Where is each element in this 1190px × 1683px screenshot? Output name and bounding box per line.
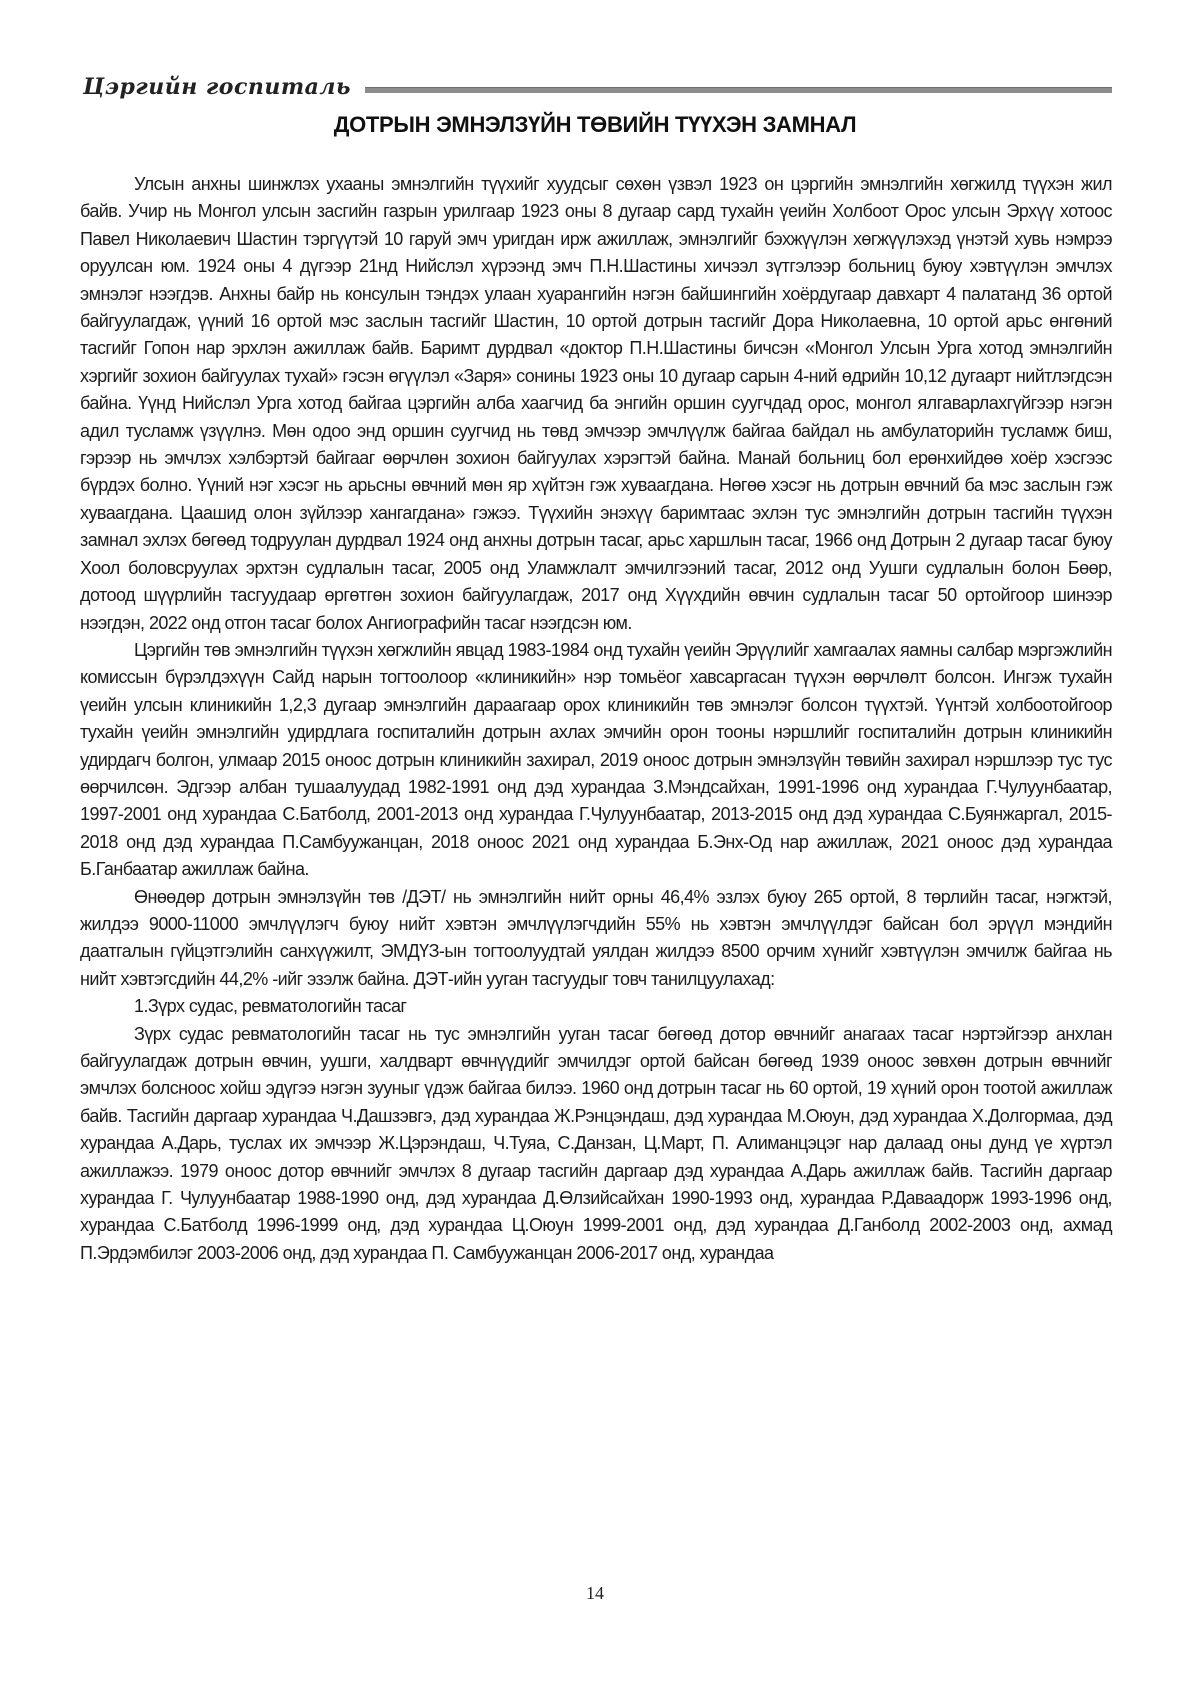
document-body [80, 171, 1112, 1267]
body-paragraph-cardiology-history: Зүрх судас ревматологийн тасаг нь тус эмнэлгийн ууган тасаг бөгөөд дотор өвчнийг анагаах тасаг нэртэйгээр анхлан байгуулагдаж дотрын өвчин, уушги, халдварт өвчнүүдийг эмчилдэг ортой байсан бөгөөд 1939 оноос зөвхөн дотрын өвчнийг эмчлэх болсноос хойш эдүгээ нэгэн зууныг үдэж байгаа билээ. 1960 онд дотрын тасаг нь 60 ортой, 19 хүний орон тоотой ажиллаж байв. Тасгийн даргаар хурандаа Ч.Дашзэвгэ, дэд хурандаа Ж.Рэнцэндаш, дэд хурандаа М.Оюун, дэд хурандаа Х.Долгормаа, дэд хурандаа А.Дарь, туслах их эмчээр Ж.Цэрэндаш, Ч.Туяа, С.Данзан, Ц.Март, П. Алиманцэцэг нар далаад оны дунд үе хүртэл ажиллажээ. 1979 оноос дотор өвчнийг эмчлэх 8 дугаар тасгийн даргаар дэд хурандаа А.Дарь ажиллаж байв. Тасгийн даргаар хурандаа Г. Чулуунбаатар 1988-1990 онд, дэд хурандаа Д.Өлзийсайхан 1990-1993 онд, хурандаа Р.Даваадорж 1993-1996 онд, хурандаа С.Батболд 1996-1999 онд, дэд хурандаа Ц.Оюун 1999-2001 онд, дэд хурандаа Д.Ганболд 2002-2003 онд, ахмад П.Эрдэмбилэг 2003-2006 онд, дэд хурандаа П. Самбуужанцан 2006-2017 онд, хурандаа [80, 1023, 1112, 1263]
header-rule [365, 87, 1112, 93]
page-footer [0, 1583, 1190, 1604]
page-title: ДОТРЫН ЭМНЭЛЗҮЙН ТӨВИЙН ТҮҮХЭН ЗАМНАЛ [333, 112, 857, 137]
running-header-title: Цэргийн госпиталь [83, 74, 351, 100]
page-number: 14 [586, 1583, 604, 1603]
body-paragraph-clinic-renaming: Цэргийн төв эмнэлгийн түүхэн хөгжлийн явцад 1983-1984 онд тухайн үеийн Эрүүлийг хамгаалах яамны салбар мэргэжлийн комиссын бүрэлдэхүүн Сайд нарын тогтоолоор «клиникийн» нэр томьёог хавсаргасан түүхэн өөрчлөлт болсон. Ингэж тухайн үеийн улсын клиникийн 1,2,3 дугаар эмнэлгийн дараагаар орох клиникийн төв эмнэлэг болсон түүхтэй. Үүнтэй холбоотойгоор тухайн үеийн эмнэлгийн удирдлага госпиталийн дотрын ахлах эмчийн орон тооны нэршлийг госпиталийн дотрын клиникийн удирдагч болгон, улмаар 2015 оноос дотрын клиникийн захирал, 2019 оноос дотрын эмнэлзүйн төвийн захирал нэршлээр тус тус өөрчилсөн. Эдгээр албан тушаалуудад 1982-1991 онд дэд хурандаа З.Мэндсайхан, 1991-1996 онд хурандаа Г.Чулуунбаатар, 1997-2001 онд хурандаа С.Батболд, 2001-2013 онд хурандаа Г.Чулуунбаатар, 2013-2015 онд дэд хурандаа С.Буянжаргал, 2015-2018 онд дэд хурандаа П.Самбуужанцан, 2018 оноос 2021 онд хурандаа Б.Энх-Од нар ажиллаж, 2021 оноос дэд хурандаа Б.Ганбаатар ажиллаж байна. [80, 639, 1112, 880]
body-paragraph-history-intro: Улсын анхны шинжлэх ухааны эмнэлгийн түүхийг хуудсыг сөхөн үзвэл 1923 он цэргийн эмнэлгийн хөгжилд түүхэн жил байв. Учир нь Монгол улсын засгийн газрын урилгаар 1923 оны 8 дугаар сард тухайн үеийн Холбоот Орос улсын Эрхүү хотоос Павел Николаевич Шастин тэргүүтэй 10 гаруй эмч уригдан ирж ажиллаж, эмнэлгийг бэхжүүлэн хөгжүүлэхэд үнэтэй хувь нэмрээ оруулсан юм. 1924 оны 4 дүгээр 21нд Нийслэл хүрээнд эмч П.Н.Шастины хичээл зүтгэлээр больниц буюу хэвтүүлэн эмчлэх эмнэлэг нээгдэв. Анхны байр нь консулын тэндэх улаан хуарангийн нэгэн байшингийн хоёрдугаар давхарт 4 палатанд 36 ортой байгуулагдаж, үүний 16 ортой мэс заслын тасгийг Шастин, 10 ортой дотрын тасгийг Дора Николаевна, 10 ортой арьс өнгөний тасгийг Гопон нар эрхлэн ажиллаж байв. Баримт дурдвал «доктор П.Н.Шастины бичсэн «Монгол Улсын Урга хотод эмнэлгийн хэргийг зохион байгуулах тухай» гэсэн өгүүлэл «Заря» сонины 1923 оны 10 дугаар сарын 4-ний өдрийн 10,12 дугаарт нийтлэгдсэн байна. Үүнд Нийслэл Урга хотод байгаа цэргийн алба хаагчид ба энгийн оршин суугчдад орос, монгол ялгаварлахгүйгээр нэгэн адил тусламж үзүүлнэ. Мөн одоо энд оршин суугчид нь төвд эмчээр эмчлүүлж байгаа байдал нь амбулаторийн тусламж биш, гэрээр нь эмчлэх хэлбэртэй байгааг өөрчлөн зохион байгуулах хэрэгтэй байна. Манай больниц бол ерөнхийдөө хоёр хэсгээс бүрдэх болно. Үүний нэг хэсэг нь арьсны өвчний мөн яр хүйтэн гэж хуваагдана. Нөгөө хэсэг нь дотрын өвчний ба мэс заслын гэж хуваагдана. Цаашид олон зүйлээр хангагдана» гэжээ. Түүхийн энэхүү баримтаас эхлэн тус эмнэлгийн дотрын тасгийн түүхэн замнал эхлэх бөгөөд тодруулан дурдвал 1924 онд анхны дотрын тасаг, арьс харшлын тасаг, 1966 онд Дотрын 2 дугаар тасаг буюу Хоол боловсруулах эрхтэн судлалын тасаг, 2005 онд Уламжлалт эмчилгээний тасаг, 2012 онд Уушги судлалын болон Бөөр, дотоод шүүрлийн тасгуудаар өргөтгөн зохион байгуулагдаж, 2017 онд Хүүхдийн өвчин судлалын тасаг 50 ортойгоор шинээр нээгдэн, 2022 онд отгон тасаг болох Ангиографийн тасаг нээгдсэн юм. [80, 174, 1112, 633]
body-paragraph-current-statistics: Өнөөдөр дотрын эмнэлзүйн төв /ДЭТ/ нь эмнэлгийн нийт орны 46,4% эзлэх буюу 265 ортой, 8 төрлийн тасаг, нэгжтэй, жилдээ 9000-11000 эмчлүүлэгч буюу нийт хэвтэн эмчлүүлэгчдийн 55% нь хэвтэн эмчлүүлдэг байсан бол эрүүл мэндийн даатгалын гүйцэтгэлийн санхүүжилт, ЭМДҮЗ-ын тогтоолуудтай уялдан жилдээ 8500 орчим хүнийг хэвтүүлэн эмчилж байгаа нь нийт хэвтэгсдийн 44,2% -ийг эзэлж байна. ДЭТ-ийн ууган тасгуудыг товч танилцуулахад: [80, 886, 1112, 989]
section-list-item-cardiology: 1.Зүрх судас, ревматологийн тасаг [134, 996, 407, 1017]
running-header [83, 74, 1112, 100]
